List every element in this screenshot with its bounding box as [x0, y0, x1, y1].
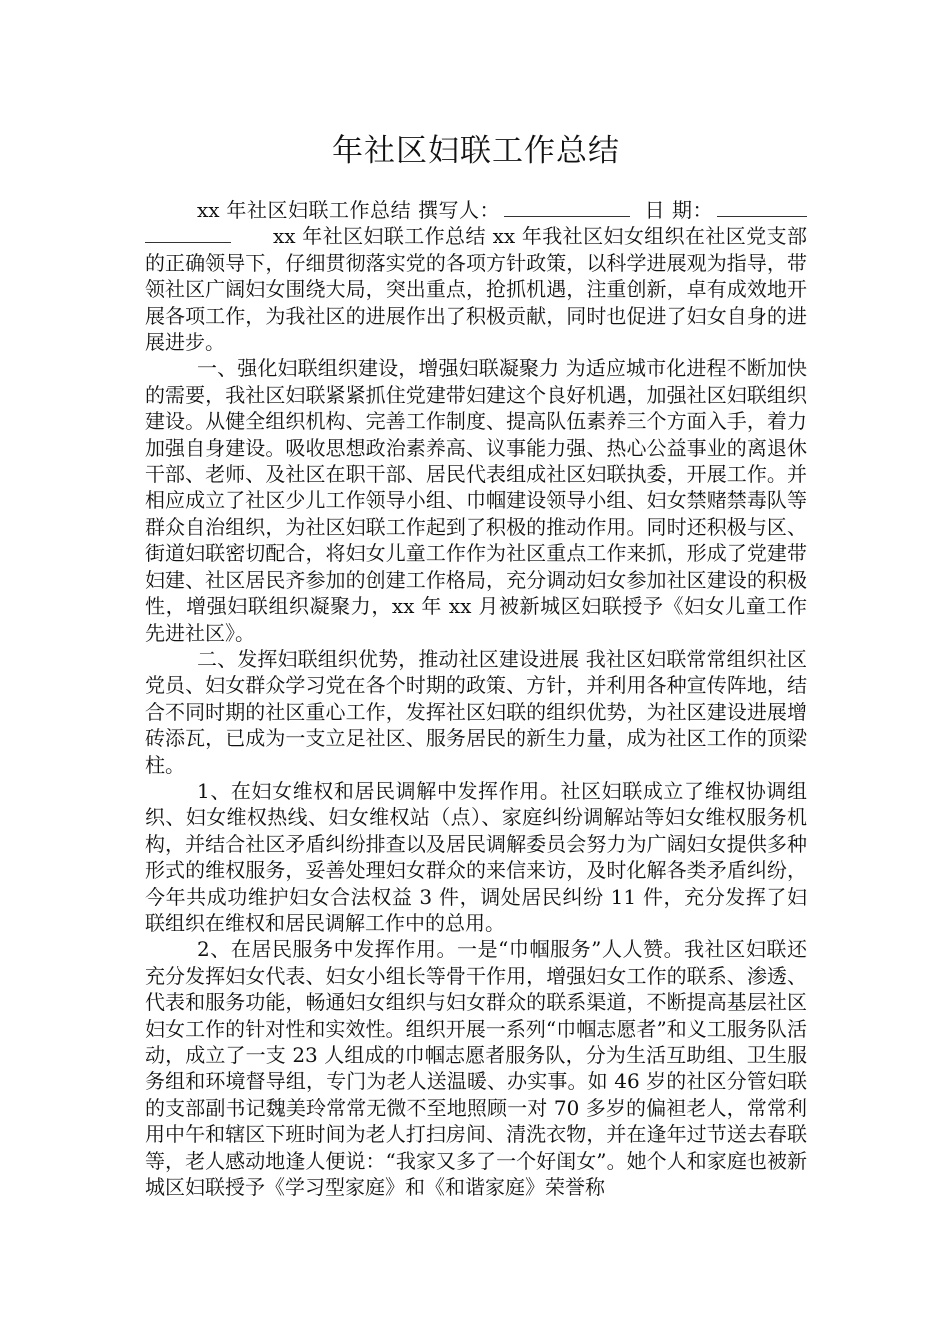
body-paragraph: 二、发挥妇联组织优势，推动社区建设进展 我社区妇联常常组织社区党员、妇女群众学习党在各个时期的政策、方针，并利用各种宣传阵地，结合不同时期的社区重心工作，发挥社区妇联的组织优势，为社区建设进展增砖添瓦，已成为一支立足社区、服务居民的新生力量，成为社区工作的顶梁柱。: [145, 646, 807, 777]
header-paragraph: [145, 197, 807, 355]
document-body: [145, 197, 807, 1200]
header-lead: xx 年社区妇联工作总结 撰写人：: [197, 198, 501, 222]
date-blank: [717, 198, 807, 217]
body-paragraph: 1、在妇女维权和居民调解中发挥作用。社区妇联成立了维权协调组织、妇女维权热线、妇女维权站（点）、家庭纠纷调解站等妇女维权服务机构，并结合社区矛盾纠纷排查以及居民调解委员会努力为广阔妇女提供多种形式的维权服务，妥善处理妇女群众的来信来访，及时化解各类矛盾纠纷，今年共成功维护妇女合法权益 3 件，调处居民纠纷 11 件，充分发挥了妇联组织在维权和居民调解工作中的总用。: [145, 778, 807, 935]
author-blank: [504, 198, 630, 217]
date-blank-continued: [145, 224, 231, 243]
document-page: [145, 0, 807, 1200]
body-paragraph: 一、强化妇联组织建设，增强妇联凝聚力 为适应城市化进程不断加快的需要，我社区妇联紧紧抓住党建带妇建这个良好机遇，加强社区妇联组织建设。从健全组织机构、完善工作制度、提高队伍素养三个方面入手，着力加强自身建设。吸收思想政治素养高、议事能力强、热心公益事业的离退休干部、老师、及社区在职干部、居民代表组成社区妇联执委，开展工作。并相应成立了社区少儿工作领导小组、巾帼建设领导小组、妇女禁赌禁毒队等群众自治组织，为社区妇联工作起到了积极的推动作用。同时还积极与区、街道妇联密切配合，将妇女儿童工作作为社区重点工作来抓，形成了党建带妇建、社区居民齐参加的创建工作格局，充分调动妇女参加社区建设的积极性，增强妇联组织凝聚力，xx 年 xx 月被新城区妇联授予《妇女儿童工作先进社区》。: [145, 356, 807, 645]
document-title: 年社区妇联工作总结: [332, 133, 620, 169]
date-label: 日 期：: [644, 198, 713, 222]
body-paragraph: 2、在居民服务中发挥作用。一是“巾帼服务”人人赞。我社区妇联还充分发挥妇女代表、妇女小组长等骨干作用，增强妇女工作的联系、渗透、代表和服务功能，畅通妇女组织与妇女群众的联系渠道，不断提高基层社区妇女工作的针对性和实效性。组织开展一系列“巾帼志愿者”和义工服务队活动，成立了一支 23 人组成的巾帼志愿者服务队，分为生活互助组、卫生服务组和环境督导组，专门为老人送温暖、办实事。如 46 岁的社区分管妇联的支部副书记魏美玲常常无微不至地照顾一对 70 多岁的偏袒老人，常常利用中午和辖区下班时间为老人打扫房间、清洗衣物，并在逢年过节送去春联等，老人感动地逢人便说：“我家又多了一个好闺女”。她个人和家庭也被新城区妇联授予《学习型家庭》和《和谐家庭》荣誉称: [145, 937, 807, 1200]
intro-text: xx 年社区妇联工作总结 xx 年我社区妇女组织在社区党支部的正确领导下，仔细贯彻落实党的各项方针政策，以科学进展观为指导，带领社区广阔妇女围绕大局，突出重点，抢抓机遇，注重创新，卓有成效地开展各项工作，为我社区的进展作出了积极贡献，同时也促进了妇女自身的进展进步。: [145, 224, 807, 355]
